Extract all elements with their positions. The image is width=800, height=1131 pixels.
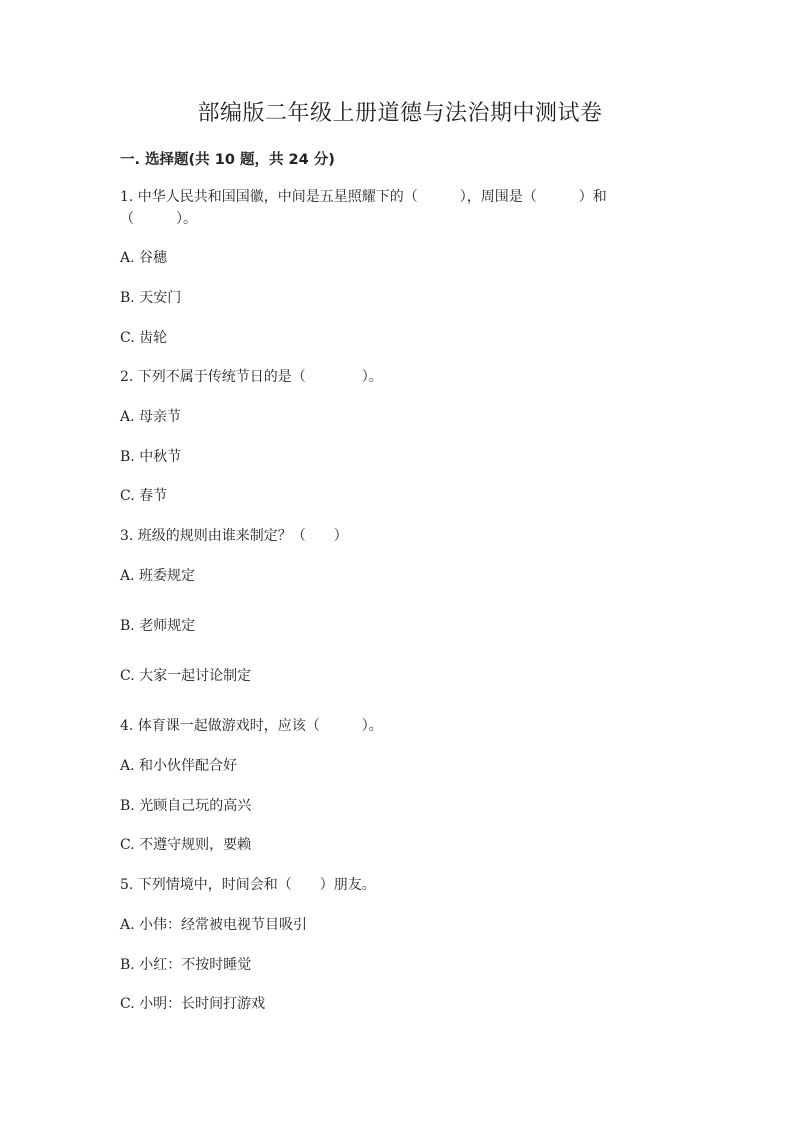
question-1-stem-line-1: 1. 中华人民共和国国徽，中间是五星照耀下的（ ），周围是（ ）和 bbox=[120, 189, 607, 205]
question-5-option-c: C. 小明：长时间打游戏 bbox=[120, 996, 266, 1012]
section-heading: 一. 选择题(共 10 题，共 24 分) bbox=[120, 152, 335, 168]
question-2-stem: 2. 下列不属于传统节日的是（ ）。 bbox=[120, 369, 383, 385]
question-2-option-a: A. 母亲节 bbox=[120, 409, 182, 425]
question-4-option-c: C. 不遵守规则，要赖 bbox=[120, 837, 252, 853]
question-3-option-a: A. 班委规定 bbox=[120, 568, 196, 584]
question-4-option-a: A. 和小伙伴配合好 bbox=[120, 758, 238, 774]
question-1-option-b: B. 天安门 bbox=[120, 290, 182, 306]
question-3-option-c: C. 大家一起讨论制定 bbox=[120, 668, 252, 684]
question-3-option-b: B. 老师规定 bbox=[120, 618, 196, 634]
question-1-stem-line-2: （ ）。 bbox=[120, 211, 197, 227]
question-3-stem: 3. 班级的规则由谁来制定？（ ） bbox=[120, 528, 348, 544]
question-1-option-a: A. 谷穗 bbox=[120, 250, 168, 266]
page-title: 部编版二年级上册道德与法治期中测试卷 bbox=[197, 101, 603, 126]
question-1-option-c: C. 齿轮 bbox=[120, 330, 168, 346]
question-4-option-b: B. 光顾自己玩的高兴 bbox=[120, 798, 252, 814]
question-5-stem: 5. 下列情境中，时间会和（ ）朋友。 bbox=[120, 877, 376, 893]
question-4-stem: 4. 体育课一起做游戏时，应该（ ）。 bbox=[120, 718, 383, 734]
question-5-option-b: B. 小红：不按时睡觉 bbox=[120, 957, 252, 973]
question-5-option-a: A. 小伟：经常被电视节目吸引 bbox=[120, 917, 308, 933]
question-2-option-b: B. 中秋节 bbox=[120, 449, 182, 465]
question-2-option-c: C. 春节 bbox=[120, 488, 168, 504]
